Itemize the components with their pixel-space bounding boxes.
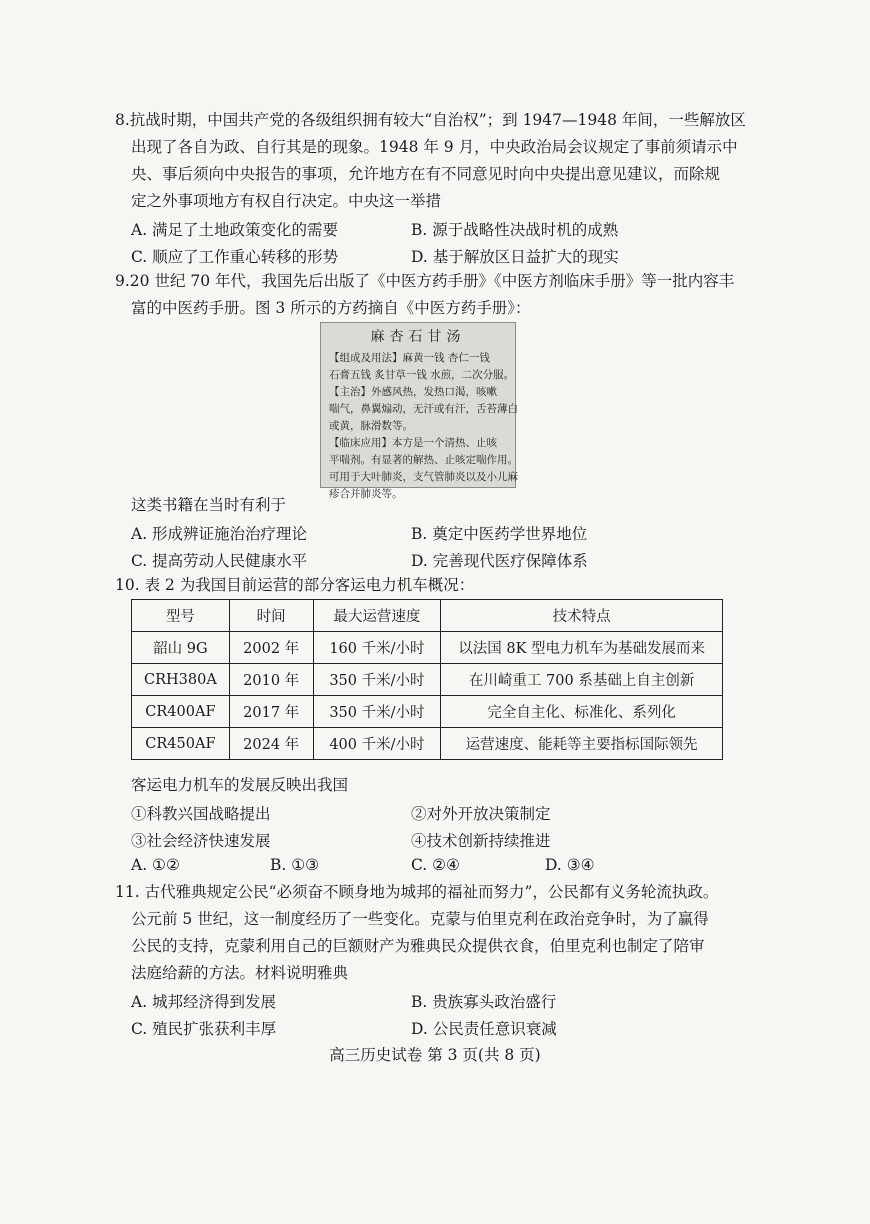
q11-option-c[interactable]: C. 殖民扩张获利丰厚: [131, 1020, 277, 1038]
q10-option-b[interactable]: B. ①③: [270, 856, 320, 874]
header-feature: 技术特点: [441, 600, 723, 632]
prescription-line: 平喘剂。有显著的解热、止咳定喘作用。: [329, 454, 518, 466]
prescription-line: 【组成及用法】麻黄一钱 杏仁一钱: [329, 352, 490, 364]
table-cell: 2002 年: [229, 632, 313, 664]
page-footer: 高三历史试卷 第 3 页(共 8 页): [329, 1046, 541, 1064]
q10-intro: 10. 表 2 为我国目前运营的部分客运电力机车概况：: [115, 576, 475, 594]
q8-option-d[interactable]: D. 基于解放区日益扩大的现实: [411, 248, 619, 266]
q10-item-4: ④技术创新持续推进: [411, 832, 551, 850]
table-cell: 400 千米/小时: [313, 728, 441, 760]
prescription-line: 疹合并肺炎等。: [329, 488, 403, 500]
table-cell: 2010 年: [229, 664, 313, 696]
q8-line-3: 央、事后须向中央报告的事项，允许地方在有不同意见时向中央提出意见建议，而除规: [131, 165, 721, 183]
table-cell: CR450AF: [132, 728, 230, 760]
prescription-line: 石膏五钱 炙甘草一钱 水煎，二次分服。: [329, 369, 515, 381]
prescription-line: 或黄，脉滑数等。: [329, 420, 413, 432]
table-header-row: [132, 600, 723, 632]
q10-option-a[interactable]: A. ①②: [131, 856, 180, 874]
q11-line-1: 11. 古代雅典规定公民“必须奋不顾身地为城邦的福祉而努力”，公民都有义务轮流执政。: [115, 883, 719, 901]
q10-item-3: ③社会经济快速发展: [131, 832, 271, 850]
table-cell: 160 千米/小时: [313, 632, 441, 664]
q8-line-1: 8.抗战时期，中国共产党的各级组织拥有较大“自治权”；到 1947—1948 年间，一些解放区: [115, 111, 746, 129]
q9-option-c[interactable]: C. 提高劳动人民健康水平: [131, 552, 308, 570]
table-row: [132, 664, 723, 696]
q8-option-c[interactable]: C. 顺应了工作重心转移的形势: [131, 248, 339, 266]
header-model: 型号: [132, 600, 230, 632]
table-cell: CRH380A: [132, 664, 230, 696]
table-cell: CR400AF: [132, 696, 230, 728]
prescription-title: 麻杏石甘汤: [370, 329, 466, 345]
q9-line-2: 富的中医药手册。图 3 所示的方药摘自《中医方药手册》：: [131, 299, 531, 317]
table-cell: 2017 年: [229, 696, 313, 728]
q8-option-b[interactable]: B. 源于战略性决战时机的成熟: [411, 221, 619, 239]
prescription-line: 喘气，鼻翼煽动，无汗或有汗，舌苔薄白: [329, 403, 518, 415]
header-year: 时间: [229, 600, 313, 632]
table-cell: 350 千米/小时: [313, 696, 441, 728]
q10-option-c[interactable]: C. ②④: [411, 856, 460, 874]
q9-option-a[interactable]: A. 形成辨证施治治疗理论: [131, 525, 308, 543]
q11-line-2: 公元前 5 世纪，这一制度经历了一些变化。克蒙与伯里克利在政治竞争时，为了赢得: [131, 910, 709, 928]
q10-option-d[interactable]: D. ③④: [545, 856, 595, 874]
q10-item-2: ②对外开放决策制定: [411, 805, 551, 823]
table-cell: 350 千米/小时: [313, 664, 441, 696]
prescription-figure: [320, 322, 518, 500]
q9-option-b[interactable]: B. 奠定中医药学世界地位: [411, 525, 588, 543]
q10-item-1: ①科教兴国战略提出: [131, 805, 271, 823]
table-cell: 2024 年: [229, 728, 313, 760]
table-row: [132, 632, 723, 664]
q11-option-d[interactable]: D. 公民责任意识衰减: [411, 1020, 557, 1038]
q8-option-a[interactable]: A. 满足了土地政策变化的需要: [131, 221, 339, 239]
table-cell: 以法国 8K 型电力机车为基础发展而来: [441, 632, 723, 664]
table-cell: 韶山 9G: [132, 632, 230, 664]
table-cell: 完全自主化、标准化、系列化: [441, 696, 723, 728]
header-speed: 最大运营速度: [313, 600, 441, 632]
q11-option-a[interactable]: A. 城邦经济得到发展: [131, 993, 277, 1011]
prescription-line: 【临床应用】本方是一个清热、止咳: [329, 437, 497, 449]
q8-line-2: 出现了各自为政、自行其是的现象。1948 年 9 月，中央政治局会议规定了事前须请示中: [131, 138, 738, 156]
table-cell: 在川崎重工 700 系基础上自主创新: [441, 664, 723, 696]
q9-line-1: 9.20 世纪 70 年代，我国先后出版了《中医方药手册》《中医方剂临床手册》等一批内容丰: [115, 272, 735, 290]
q11-line-4: 法庭给薪的方法。材料说明雅典: [131, 964, 349, 982]
q11-line-3: 公民的支持，克蒙利用自己的巨额财产为雅典民众提供衣食，伯里克利也制定了陪审: [131, 937, 705, 955]
locomotive-table: [131, 599, 723, 760]
q9-option-d[interactable]: D. 完善现代医疗保障体系: [411, 552, 588, 570]
prescription-line: 可用于大叶肺炎，支气管肺炎以及小儿麻: [329, 471, 518, 483]
prescription-line: 【主治】外感风热，发热口渴，咳嗽: [329, 386, 497, 398]
table-cell: 运营速度、能耗等主要指标国际领先: [441, 728, 723, 760]
q8-line-4: 定之外事项地方有权自行决定。中央这一举措: [131, 192, 442, 210]
q10-lead: 客运电力机车的发展反映出我国: [131, 776, 349, 794]
q9-lead: 这类书籍在当时有利于: [131, 496, 287, 514]
table-row: [132, 696, 723, 728]
table-row: [132, 728, 723, 760]
q11-option-b[interactable]: B. 贵族寡头政治盛行: [411, 993, 557, 1011]
